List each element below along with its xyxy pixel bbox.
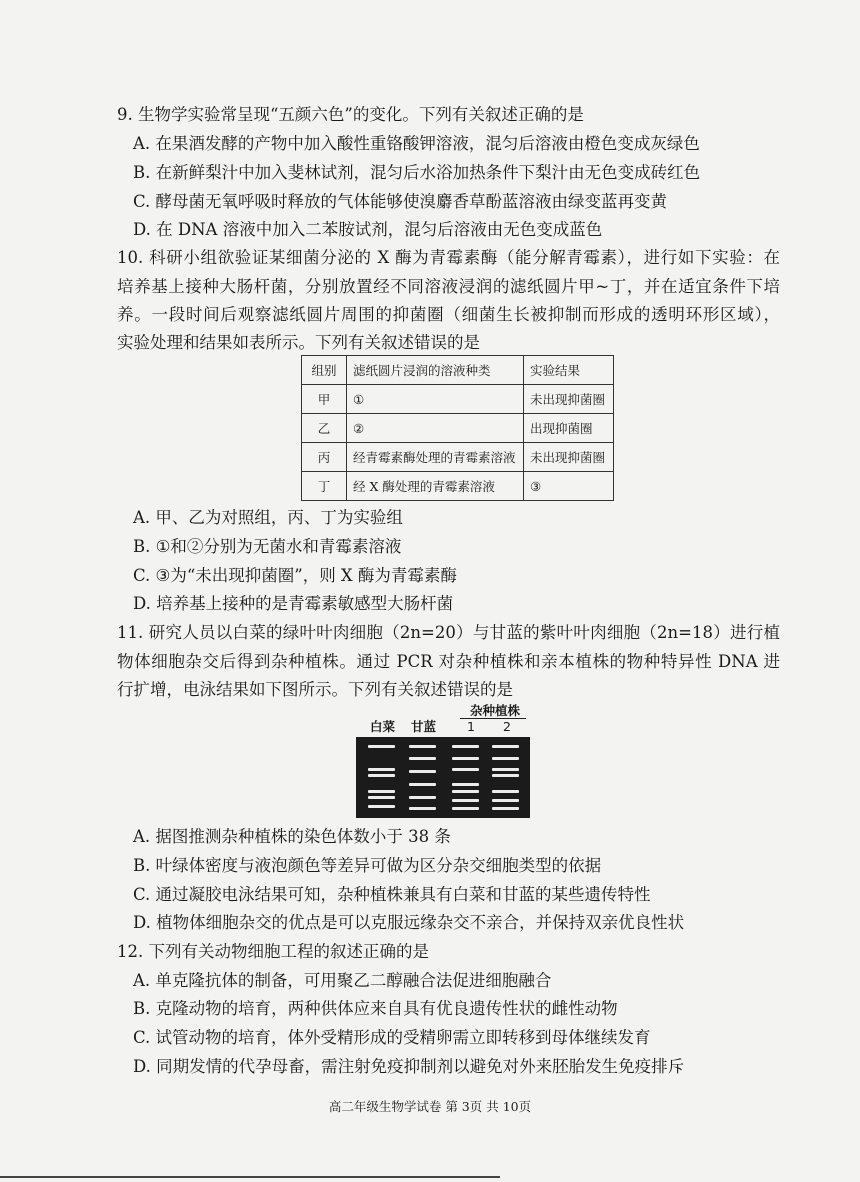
gel-band xyxy=(492,807,519,810)
q12-option-c: C. 试管动物的培育，体外受精形成的受精卵需立即转移到母体继续发育 xyxy=(133,1028,651,1047)
gel-band xyxy=(452,757,479,760)
table-header-cell: 组别 xyxy=(302,356,347,385)
gel-band xyxy=(452,790,479,793)
gel-band xyxy=(409,807,436,810)
gel-lane-label-baicai: 白菜 xyxy=(370,719,396,734)
q11-option-a: A. 据图推测杂种植株的染色体数小于 38 条 xyxy=(133,827,451,846)
table-row xyxy=(302,472,614,501)
gel-band xyxy=(492,790,519,793)
q11-option-b: B. 叶绿体密度与液泡颜色等差异可做为区分杂交细胞类型的依据 xyxy=(133,856,602,875)
table-cell: ③ xyxy=(524,472,614,501)
q11-stem-line-3: 行扩增，电泳结果如下图所示。下列有关叙述错误的是 xyxy=(117,680,513,699)
q10-option-a: A. 甲、乙为对照组，丙、丁为实验组 xyxy=(133,508,403,527)
q11-option-d: D. 植物体细胞杂交的优点是可以克服远缘杂交不亲合，并保持双亲优良性状 xyxy=(133,913,685,932)
gel-band xyxy=(492,745,519,748)
table-cell: 经青霉素酶处理的青霉素溶液 xyxy=(347,443,524,472)
q9-option-b: B. 在新鲜梨汁中加入斐林试剂，混匀后水浴加热条件下梨汁由无色变成砖红色 xyxy=(133,163,701,182)
electrophoresis-gel xyxy=(356,737,530,818)
table-cell: 丙 xyxy=(302,443,347,472)
q10-stem-line-3: 养。一段时间后观察滤纸圆片周围的抑菌圈（细菌生长被抑制而形成的透明环形区域）， xyxy=(117,305,780,324)
gel-band xyxy=(368,774,395,777)
gel-band xyxy=(409,757,436,760)
gel-band xyxy=(452,799,479,802)
gel-band xyxy=(492,799,519,802)
gel-band xyxy=(409,796,436,799)
table-cell: ① xyxy=(347,385,524,414)
q11-stem-line-2: 物体细胞杂交后得到杂种植株。通过 PCR 对杂种植株和亲本植株的物种特异性 DNA 进 xyxy=(117,652,780,671)
q11-option-c: C. 通过凝胶电泳结果可知，杂种植株兼具有白菜和甘蓝的某些遗传特性 xyxy=(133,885,651,904)
table-cell: ② xyxy=(347,414,524,443)
gel-band xyxy=(492,757,519,760)
gel-lane-label-1: 1 xyxy=(467,719,475,734)
gel-band xyxy=(368,745,395,748)
q12-option-b: B. 克隆动物的培育，两种供体应来自具有优良遗传性状的雌性动物 xyxy=(133,999,618,1018)
gel-band xyxy=(368,768,395,771)
gel-band xyxy=(409,783,436,786)
q10-stem-line-1: 10. 科研小组欲验证某细菌分泌的 X 酶为青霉素酶（能分解青霉素），进行如下实验：在 xyxy=(117,248,780,267)
table-cell: 丁 xyxy=(302,472,347,501)
q10-option-b: B. ①和②分别为无菌水和青霉素溶液 xyxy=(133,537,402,556)
table-row xyxy=(302,443,614,472)
table-cell: 未出现抑菌圈 xyxy=(524,385,614,414)
q12-option-d: D. 同期发情的代孕母畜，需注射免疫抑制剂以避免对外来胚胎发生免疫排斥 xyxy=(133,1057,685,1076)
q11-stem-line-1: 11. 研究人员以白菜的绿叶叶肉细胞（2n=20）与甘蓝的紫叶叶肉细胞（2n=18）进行植 xyxy=(117,623,780,642)
gel-band xyxy=(452,768,479,771)
gel-band xyxy=(409,745,436,748)
q9-option-d: D. 在 DNA 溶液中加入二苯胺试剂，混匀后溶液由无色变成蓝色 xyxy=(133,220,603,239)
gel-band xyxy=(409,770,436,773)
table-cell: 甲 xyxy=(302,385,347,414)
q9-option-c: C. 酵母菌无氧呼吸时释放的气体能够使溴麝香草酚蓝溶液由绿变蓝再变黄 xyxy=(133,192,668,211)
table-cell: 出现抑菌圈 xyxy=(524,414,614,443)
q10-option-d: D. 培养基上接种的是青霉素敏感型大肠杆菌 xyxy=(133,594,454,613)
table-header-row xyxy=(302,356,614,385)
table-cell: 经 X 酶处理的青霉素溶液 xyxy=(347,472,524,501)
gel-band xyxy=(452,783,479,786)
gel-band xyxy=(452,807,479,810)
table-cell: 未出现抑菌圈 xyxy=(524,443,614,472)
table-header-cell: 滤纸圆片浸润的溶液种类 xyxy=(347,356,524,385)
gel-hybrid-label: 杂种植株 xyxy=(470,703,521,718)
table-cell: 乙 xyxy=(302,414,347,443)
scan-edge-rule xyxy=(0,1176,500,1178)
gel-band xyxy=(368,790,395,793)
gel-band xyxy=(492,768,519,771)
q12-stem: 12. 下列有关动物细胞工程的叙述正确的是 xyxy=(117,942,429,961)
q12-option-a: A. 单克隆抗体的制备，可用聚乙二醇融合法促进细胞融合 xyxy=(133,971,552,990)
gel-band xyxy=(492,774,519,777)
table-row xyxy=(302,414,614,443)
gel-band xyxy=(368,796,395,799)
gel-band xyxy=(452,745,479,748)
q10-option-c: C. ③为“未出现抑菌圈”，则 X 酶为青霉素酶 xyxy=(133,566,457,585)
q10-experiment-table xyxy=(301,355,614,501)
table-row xyxy=(302,385,614,414)
q10-stem-line-2: 培养基上接种大肠杆菌，分别放置经不同溶液浸润的滤纸圆片甲~丁，并在适宜条件下培 xyxy=(117,277,780,296)
gel-lane-label-ganlan: 甘蓝 xyxy=(411,719,437,734)
table-header-cell: 实验结果 xyxy=(524,356,614,385)
gel-band xyxy=(368,805,395,808)
page-footer: 高二年级生物学试卷 第 3页 共 10页 xyxy=(328,1099,532,1114)
q9-option-a: A. 在果酒发酵的产物中加入酸性重铬酸钾溶液，混匀后溶液由橙色变成灰绿色 xyxy=(133,134,700,153)
gel-lane-label-2: 2 xyxy=(503,719,511,734)
q9-stem: 9. 生物学实验常呈现“五颜六色”的变化。下列有关叙述正确的是 xyxy=(117,105,584,124)
q10-stem-line-4: 实验处理和结果如表所示。下列有关叙述错误的是 xyxy=(117,333,480,352)
